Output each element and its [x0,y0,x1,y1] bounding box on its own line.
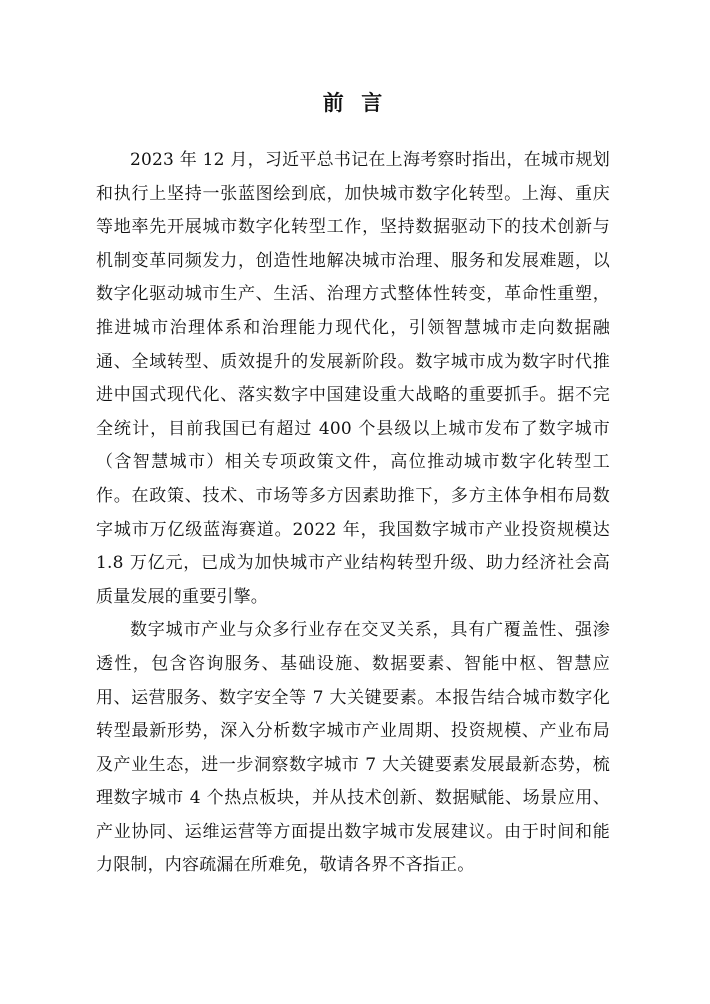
preface-paragraph-2: 数字城市产业与众多行业存在交叉关系，具有广覆盖性、强渗透性，包含咨询服务、基础设施、数据要素、智能中枢、智慧应用、运营服务、数字安全等 7 大关键要素。本报告结合城市数字化转型最新形势，深入分析数字城市产业周期、投资规模、产业布局及产业生态，进一步洞察数字城市 7 大关键要素发展最新态势，梳理数字城市 4 个热点板块，并从技术创新、数据赋能、场景应用、产业协同、运维运营等方面提出数字城市发展建议。由于时间和能力限制，内容疏漏在所难免，敬请各界不吝指正。 [96,620,610,876]
page-title: 前 言 [322,91,384,115]
preface-paragraph-1: 2023 年 12 月，习近平总书记在上海考察时指出，在城市规划和执行上坚持一张蓝图绘到底，加快城市数字化转型。上海、重庆等地率先开展城市数字化转型工作，坚持数据驱动下的技术创新与机制变革同频发力，创造性地解决城市治理、服务和发展难题，以数字化驱动城市生产、生活、治理方式整体性转变，革命性重塑，推进城市治理体系和治理能力现代化，引领智慧城市走向数据融通、全域转型、质效提升的发展新阶段。数字城市成为数字时代推进中国式现代化、落实数字中国建设重大战略的重要抓手。据不完全统计，目前我国已有超过 400 个县级以上城市发布了数字城市（含智慧城市）相关专项政策文件，高位推动城市数字化转型工作。在政策、技术、市场等多方因素助推下，多方主体争相布局数字城市万亿级蓝海赛道。2022 年，我国数字城市产业投资规模达 1.8 万亿元，已成为加快城市产业结构转型升级、助力经济社会高质量发展的重要引擎。 [96,150,610,607]
